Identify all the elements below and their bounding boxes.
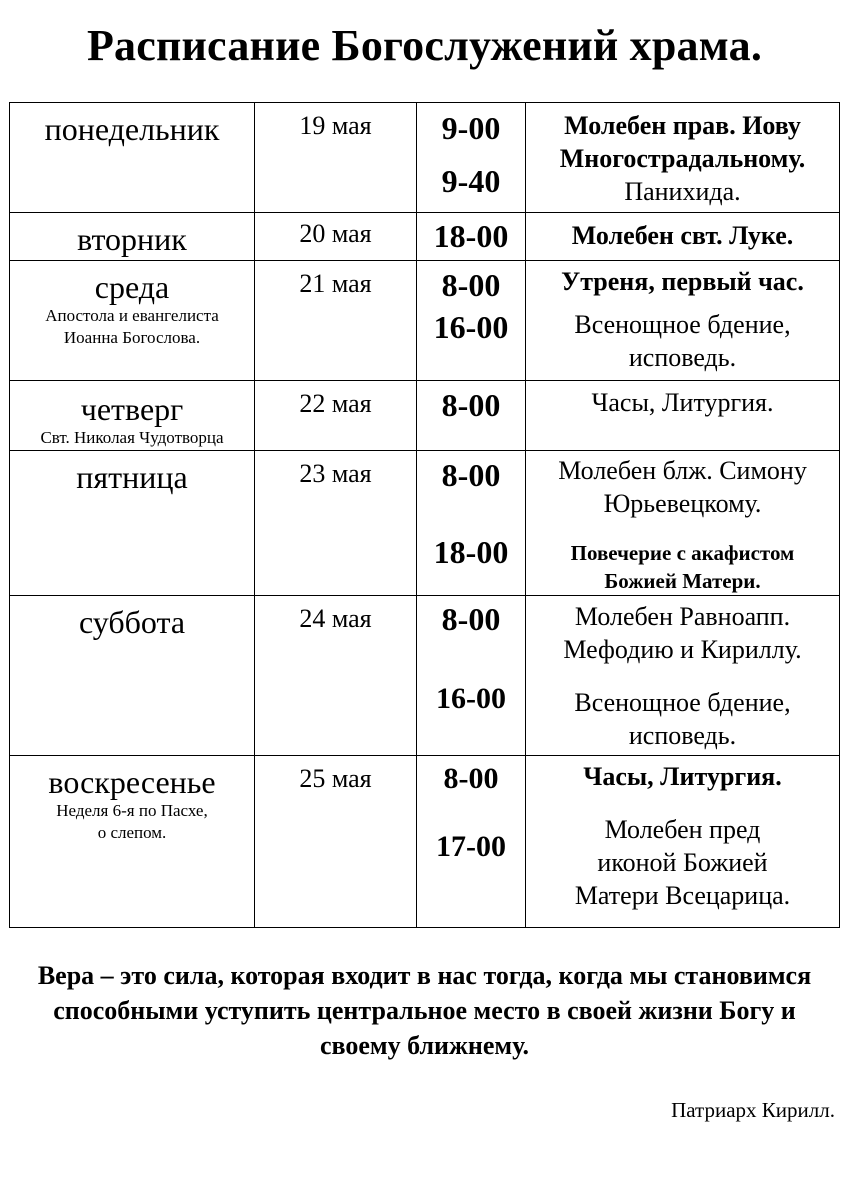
- time: 8-00: [441, 457, 501, 493]
- date-cell: [255, 596, 417, 756]
- day-cell: [10, 596, 255, 756]
- time: 9-40: [441, 163, 501, 199]
- day-cell: [10, 381, 255, 451]
- time-cell: [417, 451, 526, 596]
- day-cell: [10, 261, 255, 381]
- service: Всенощное бдение, исповедь.: [574, 688, 791, 750]
- day-cell: [10, 103, 255, 213]
- time-cell: [417, 381, 526, 451]
- date: 20 мая: [299, 219, 372, 248]
- time: 17-00: [436, 830, 506, 863]
- service-cell: [526, 756, 840, 928]
- date: 23 мая: [299, 459, 372, 488]
- service: Часы, Литургия.: [591, 388, 774, 417]
- day-note: Апостола и евангелиста Иоанна Богослова.: [45, 306, 219, 347]
- service-cell: [526, 103, 840, 213]
- date-cell: [255, 756, 417, 928]
- table-row: [10, 756, 840, 928]
- service: Утреня, первый час.: [561, 267, 804, 296]
- day-name: суббота: [78, 604, 186, 640]
- signature: Патриарх Кирилл.: [671, 1098, 835, 1122]
- date-cell: [255, 451, 417, 596]
- service-cell: [526, 381, 840, 451]
- time: 16-00: [436, 682, 506, 715]
- service-cell: [526, 213, 840, 261]
- table-row: [10, 451, 840, 596]
- table-row: [10, 261, 840, 381]
- service: Панихида.: [624, 177, 741, 206]
- table-row: [10, 381, 840, 451]
- quote-text: Вера – это сила, которая входит в нас тогда, когда мы становимся способными уступить центральное место в своей жизни Богу и своему ближнему.: [37, 961, 812, 1060]
- time-cell: [417, 213, 526, 261]
- service: Молебен блж. Симону Юрьевецкому.: [558, 456, 807, 518]
- table-row: [10, 596, 840, 756]
- time-cell: [417, 261, 526, 381]
- service-cell: [526, 261, 840, 381]
- service-cell: [526, 451, 840, 596]
- date: 24 мая: [299, 604, 372, 633]
- time: 18-00: [433, 534, 509, 570]
- service: Часы, Литургия.: [583, 762, 782, 791]
- day-cell: [10, 451, 255, 596]
- day-cell: [10, 213, 255, 261]
- day-name: пятница: [76, 459, 188, 495]
- day-name: понедельник: [44, 111, 220, 147]
- time: 16-00: [433, 309, 509, 345]
- service: Молебен свт. Луке.: [571, 221, 794, 250]
- table-row: [10, 213, 840, 261]
- schedule-table: [9, 102, 840, 928]
- time: 8-00: [441, 387, 501, 423]
- day-cell: [10, 756, 255, 928]
- day-note: Свт. Николая Чудотворца: [40, 428, 224, 447]
- date: 21 мая: [299, 269, 372, 298]
- time: 8-00: [441, 601, 501, 637]
- date-cell: [255, 103, 417, 213]
- day-name: вторник: [77, 221, 187, 257]
- service: Молебен прав. Иову Многострадальному.: [559, 111, 806, 173]
- day-name: четверг: [80, 391, 184, 427]
- time: 9-00: [441, 110, 501, 146]
- time: 8-00: [441, 267, 501, 303]
- day-name: среда: [94, 269, 170, 305]
- date: 25 мая: [299, 764, 372, 793]
- page-title: Расписание Богослужений храма.: [86, 21, 763, 70]
- time: 18-00: [433, 218, 509, 254]
- date: 22 мая: [299, 389, 372, 418]
- quote: [0, 958, 849, 1063]
- service: Повечерие с акафистом Божией Матери.: [570, 541, 795, 593]
- service: Молебен пред иконой Божией Матери Всецарица.: [574, 815, 791, 910]
- time-cell: [417, 756, 526, 928]
- date-cell: [255, 381, 417, 451]
- date-cell: [255, 261, 417, 381]
- time-cell: [417, 596, 526, 756]
- service: Всенощное бдение, исповедь.: [574, 310, 791, 372]
- time-cell: [417, 103, 526, 213]
- day-note: Неделя 6-я по Пасхе, о слепом.: [56, 801, 208, 842]
- day-name: воскресенье: [48, 764, 216, 800]
- time: 8-00: [443, 762, 499, 795]
- service-cell: [526, 596, 840, 756]
- service: Молебен Равноапп. Мефодию и Кириллу.: [563, 602, 802, 664]
- date: 19 мая: [299, 111, 372, 140]
- table-row: [10, 103, 840, 213]
- date-cell: [255, 213, 417, 261]
